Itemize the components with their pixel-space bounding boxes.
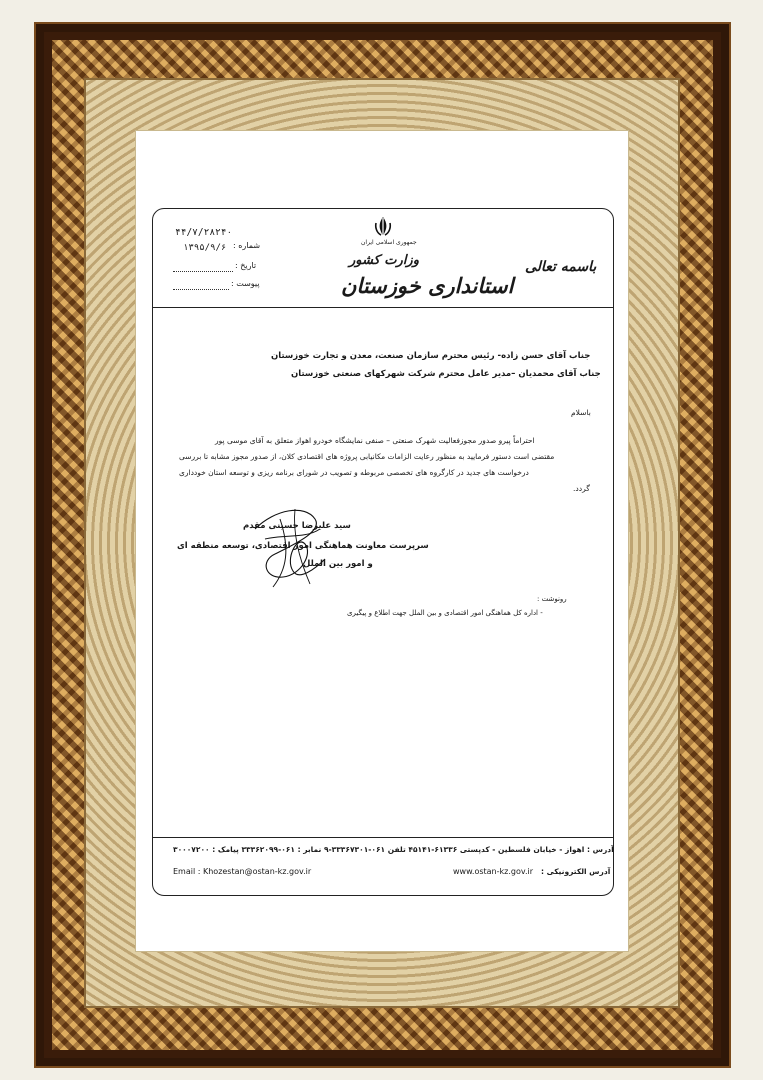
attachment-dotted-line bbox=[173, 289, 229, 290]
recipient-line-2: جناب آقای محمدیان –مدیر عامل محترم شرکت شهرکهای صنعتی خوزستان bbox=[291, 369, 601, 379]
body-line-3: درخواست های جدید در کارگروه های تخصصی مربوطه و تصویب در شورای برنامه ریزی و توسعه استان خودداری bbox=[179, 468, 529, 477]
footer-address: آدرس : اهواز - خیابان فلسطین - کدپستی ۶۱۳۳۶-۴۵۱۴۱ تلفن ۰۶۱-۳۳۳۶۷۳۰۱-۹ نمابر : ۰۶۱-۳۳۳۶۲۰۹۹ پیامک : ۳۰۰۰۷۲۰۰ bbox=[173, 845, 614, 854]
body-line-2: مقتضی است دستور فرمایید به منظور رعایت الزامات مکانیابی پروژه های اقتصادی کلان، از صدور مجوز مشابه تا بررسی bbox=[179, 452, 555, 461]
cc-line-1: - اداره کل هماهنگی امور اقتصادی و بین الملل جهت اطلاع و پیگیری bbox=[347, 609, 543, 617]
iran-emblem-icon bbox=[371, 215, 395, 239]
letter-number-value: ۴۴/۷/۲۸۲۴۰ bbox=[175, 227, 233, 238]
letter-date-value-top: ۱۳۹۵/۹/۶ bbox=[183, 243, 227, 253]
footer-website-label: آدرس الکترونیکی : bbox=[541, 867, 611, 876]
footer-divider bbox=[153, 837, 613, 838]
letter-number-label: شماره : bbox=[233, 241, 261, 250]
signatory-name: سید علیرضا حسینی مقدم bbox=[243, 521, 351, 531]
letter-date-label: تاریخ : bbox=[235, 261, 257, 270]
footer-website[interactable]: www.ostan-kz.gov.ir bbox=[453, 867, 534, 876]
letter-attachment-label: پیوست : bbox=[231, 279, 260, 288]
ministry-title: وزارت کشور bbox=[349, 253, 419, 268]
invocation-text: باسمه تعالی bbox=[525, 259, 597, 275]
official-letter bbox=[152, 208, 614, 896]
header-divider bbox=[153, 307, 613, 308]
footer-email: Email : Khozestan@ostan-kz.gov.ir bbox=[173, 867, 312, 876]
signatory-title-1: سرپرست معاونت هماهنگی امور اقتصادی، توسعه منطقه ای bbox=[177, 541, 429, 551]
handwritten-signature-icon bbox=[235, 499, 345, 594]
recipient-line-1: جناب آقای حسن زاده- رئیس محترم سازمان صنعت، معدن و تجارت خوزستان bbox=[271, 351, 591, 361]
date-dotted-line bbox=[173, 271, 233, 272]
body-line-1: احتراماً پیرو صدور مجوزفعالیت شهرک صنعتی – صنفی نمایشگاه خودرو اهواز متعلق به آقای موسی پور bbox=[215, 436, 535, 445]
governorate-title: استانداری خوزستان bbox=[341, 273, 514, 298]
greeting-text: باسلام bbox=[571, 408, 591, 417]
body-line-4: گردد. bbox=[573, 484, 590, 493]
signatory-title-2: و امور بین الملل bbox=[303, 559, 373, 569]
republic-label: جمهوری اسلامی ایران bbox=[361, 239, 417, 246]
cc-label: رونوشت : bbox=[537, 595, 567, 603]
